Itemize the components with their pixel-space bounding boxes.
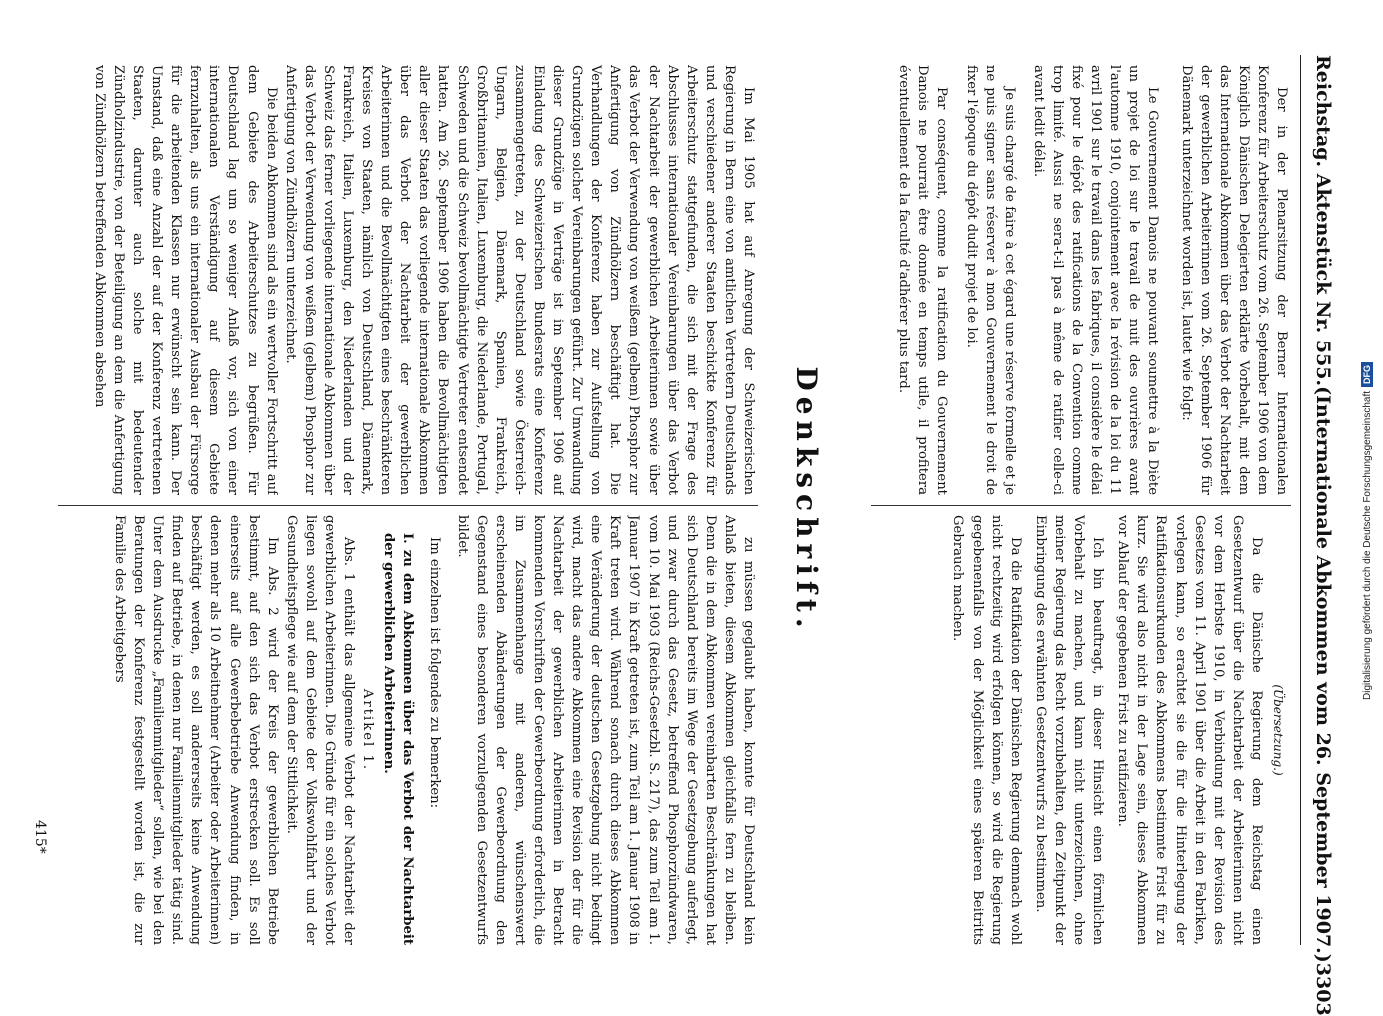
page-header (1303, 55, 1343, 1016)
item-heading: I. zu dem Abkommen über das Verbot der Nachtarbeit der gewerblichen Arbeiterinnen. (381, 533, 416, 945)
header-rule (1300, 55, 1301, 945)
paragraph: zu müssen geglaubt haben, konnte für Deutschland kein Anlaß bieten, diesem Abkommen gleichfalls fern zu bleiben. Denn die in dem Abkommen vereinbarten Beschränkungen hat sich Deutschland bereits im Wege der Gesetzgebung auferlegt, und zwar durch das Gesetz, betreffend Phosphorzündwaren, vom 10. Mai 1903 (Reichs-Gesetzbl. S. 217), das zum Teil am 1. Januar 1907 in Kraft getreten ist, zum Teil am 1. Januar 1908 in Kraft treten wird. Während sonach durch dieses Abkommen eine Veränderung der deutschen Gesetzgebung nicht bedingt wird, macht das andere Abkommen eine Revision der für die Nachtarbeit der gewerblichen Arbeiterinnen in Betracht kommenden Vorschriften der Gewerbeordnung erforderlich, die im Zusammenhange mit anderen, wünschenswert erscheinenden Abänderungen der Gewerbeordnung den Gegenstand eines besonderen vorzulegenden Gesetzentwurfs bildet. (454, 515, 756, 945)
dfg-badge: DFG (1361, 362, 1373, 387)
header-left: Reichstag. Aktenstück Nr. 555. (1312, 55, 1334, 387)
page-number: 3303 (1312, 962, 1334, 1016)
column-divider (58, 505, 758, 506)
top-right-column (851, 515, 1291, 945)
article-heading: Artikel 1. (360, 688, 376, 772)
section-title: Denkschrift. (790, 366, 823, 634)
translation-note: (Übersetzung.) (1271, 684, 1285, 776)
paragraph: Abs. 1 enthält das allgemeine Verbot der Nachtarbeit der gewerblichen Arbeiterinnen. Die Gründe für ein solches Verbot liegen sowohl auf dem Gebiete der Volkswohlfahrt und der Gesundheitspflege wie auf dem der Sittlichkeit. (283, 515, 357, 945)
paragraph: Le Gouvernement Danois ne pouvant soumettre à la Diète un projet de loi sur le travail de nuit des ouvrières avant l'automne 1910, conjointement avec la révision de la loi du 11 avril 1901 sur le travail dans les fabriques, il considère le délai fixé pour le dépôt des ratifications de la Convention comme trop limité. Aussi ne sera-t-il pas à même de ratifier celle-ci avant ledit délai. (1030, 65, 1161, 495)
digitization-text: Digitalisierung gefördert durch die Deutsche Forschungsgemeinschaft (1362, 390, 1373, 700)
paragraph: Die beiden Abkommen sind als ein wertvoller Fortschritt auf dem Gebiete des Arbeiterschutzes zu begrüßen. Für Deutschland lag um so weniger Anlaß vor, sich von einer internationalen Verständigung auf diesem Gebiete fernzuhalten, als uns ein internationaler Ausbau der Fürsorge für die arbeitenden Klassen nur erwünscht sein kann. Der Umstand, daß eine Anzahl der auf der Konferenz vertretenen Staaten, darunter auch solche mit bedeutender Zündholzindustrie, von der Beteiligung an dem die Anfertigung von Zündhölzern betreffenden Abkommen absehen (91, 65, 279, 495)
paragraph: Der in der Plenarsitzung der Berner Internationalen Konferenz für Arbeiterschutz vom 26. September 1906 von dem Königlich Dänischen Delegierten erklärte Vorbehalt, mit dem das Internationale Abkommen über das Verbot der Nachtarbeit der gewerblichen Arbeiterinnen vom 26. September 1906 für Dänemark unterzeichnet worden ist, lautet wie folgt: (1178, 65, 1289, 495)
paragraph: Da die Ratifikation der Dänischen Regierung demnach wohl nicht rechtzeitig wird erfolgen können, so wird die Regierung gegebenenfalls von der Möglichkeit eines späteren Beitritts Gebrauch machen. (950, 515, 1023, 945)
bottom-left-column (38, 65, 758, 495)
signature-mark: 415* (32, 820, 48, 854)
column-divider (871, 505, 1291, 506)
paragraph: Ich bin beauftragt, in dieser Hinsicht einen förmlichen Vorbehalt zu machen, und kann nicht unterzeichnen, ohne meiner Regierung das Recht vorzubehalten, den Zeitpunkt der Einbringung des erwähnten Gesetzentwurfs zu bestimmen. (1032, 515, 1106, 945)
bottom-right-column (58, 515, 758, 945)
header-center: (Internationale Abkommen vom 26. September 1907.) (1312, 386, 1334, 963)
paragraph: Im einzelnen ist folgendes zu bemerken: (427, 537, 443, 809)
paragraph: Par conséquent, comme la ratification du Gouvernement Danois ne pourrait être donnée en temps utile, il profitera éventuellement de la faculté d'adhérer plus tard. (896, 65, 950, 495)
paragraph: Je suis chargé de faire à cet égard une réserve formelle et je ne puis signer sans réserver à mon Gouvernement le droit de fixer l'époque du dépôt dudit projet de loi. (963, 65, 1017, 495)
paragraph: Da die Dänische Regierung dem Reichstag einen Gesetzentwurf über die Nachtarbeit der Arbeiterinnen nicht vor dem Herbste 1910, in Verbindung mit der Revision des Gesetzes vom 11. April 1901 über die Arbeit in den Fabriken, vorlegen kann, so erachtet sie die für die Hinterlegung der Ratifikationsurkunden des Abkommens bestimmte Frist für zu kurz. Sie wird also nicht in der Lage sein, dieses Abkommen vor Ablauf der gegebenen Frist zu ratifizieren. (1115, 515, 1264, 945)
paragraph: Im Mai 1905 hat auf Anregung der Schweizerischen Regierung in Bern eine von amtlichen Vertretern Deutschlands und verschiedener anderer Staaten beschickte Konferenz für Arbeiterschutz stattgefunden, die sich mit der Frage des Abschlusses internationaler Vereinbarungen über das Verbot der Nachtarbeit der gewerblichen Arbeiterinnen sowie über das Verbot der Verwendung von weißem (gelbem) Phosphor zur Anfertigung von Zündhölzern beschäftigt hat. Die Verhandlungen der Konferenz haben zur Aufstellung von Grundzügen solcher Vereinbarungen geführt. Zur Umwandlung dieser Grundzüge in Verträge ist im September 1906 auf Einladung des Schweizerischen Bundesrats eine Konferenz zusammengetreten, zu der Deutschland sowie Österreich-Ungarn, Belgien, Dänemark, Spanien, Frankreich, Großbritannien, Italien, Luxemburg, die Niederlande, Portugal, Schweden und die Schweiz bevollmächtigte Vertreter entsendet hatten. Am 26. September 1906 haben die Bevollmächtigten aller dieser Staaten das vorliegende internationale Abkommen über das Verbot der Nachtarbeit der gewerblichen Arbeiterinnen und die Bevollmächtigten eines beschränkteren Kreises von Staaten, nämlich von Deutschland, Dänemark, Frankreich, Italien, Luxemburg, den Niederlanden und der Schweiz das ferner vorliegende internationale Abkommen über das Verbot der Verwendung von weißem (gelbem) Phosphor zur Anfertigung von Zündhölzern unterzeichnet. (282, 65, 756, 495)
top-left-column (851, 65, 1291, 495)
paragraph: Im Abs. 2 wird der Kreis der gewerblichen Betriebe bestimmt, auf den sich das Verbot erstrecken soll. Es soll einerseits auf alle Gewerbebetriebe Anwendung finden, in denen mehr als 10 Arbeitnehmer (Arbeiter oder Arbeiterinnen) beschäftigt werden, es soll andererseits keine Anwendung finden auf Betriebe, in denen nur Familienmitglieder tätig sind. Unter dem Ausdrucke „Familienmitglieder“ sollen, wie bei den Beratungen der Konferenz festgestellt worden ist, die zur Familie des Arbeitgebers (112, 515, 280, 945)
